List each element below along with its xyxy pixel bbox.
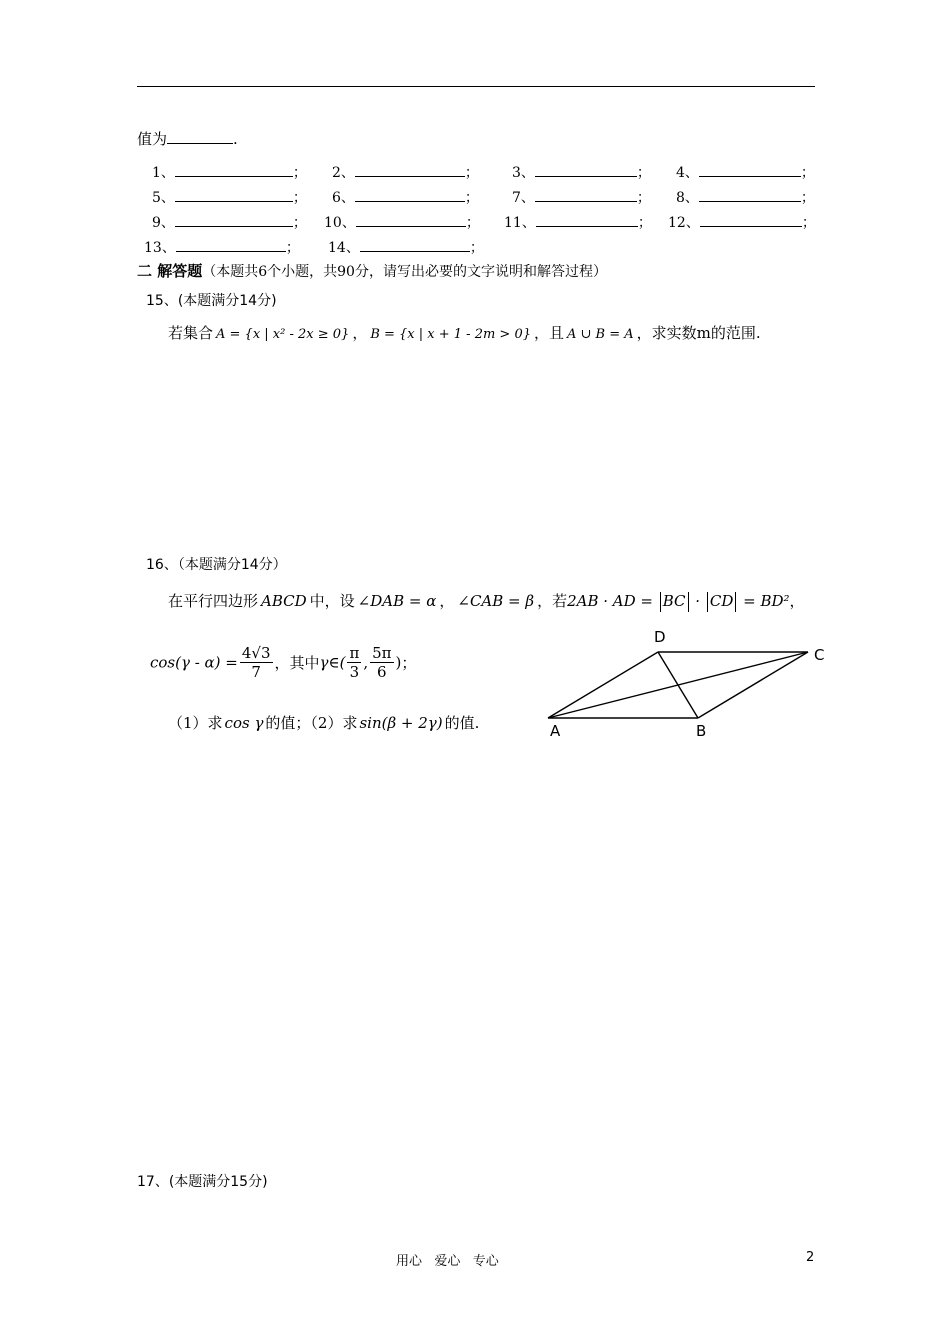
answer-item-6[interactable]: 6、 ；: [332, 187, 479, 207]
edge-da: [548, 652, 658, 718]
answer-item-10[interactable]: 10、 ；: [324, 212, 480, 232]
answer-item-8[interactable]: 8、 ；: [676, 187, 815, 207]
parallelogram-figure: [540, 624, 840, 744]
fraction: $\frac{\pi}{3}$: [349, 644, 360, 681]
answer-item-5[interactable]: 5、 ；: [152, 187, 307, 207]
section-heading: 二 解答题（本题共6个小题，共90分，请写出必要的文字说明和解答过程）: [137, 262, 607, 280]
q16-line1: 在平行四边形 ABCD 中，设 ∠DAB = α ， ∠CAB = β ，若2AB · AD = BC · CD = BD²，: [168, 592, 805, 610]
union-expr: A ∪ B = A: [567, 327, 634, 342]
page-number: 2: [806, 1250, 815, 1265]
answer-item-4[interactable]: 4、 ；: [676, 162, 815, 182]
fill-in-line: 值为 .: [137, 130, 238, 148]
answer-item-11[interactable]: 11、 ；: [504, 212, 652, 232]
vertex-label-a: A: [550, 722, 561, 740]
vertex-label-d: D: [654, 628, 666, 646]
set-b-expr: B = {x | x + 1 - 2m > 0}: [370, 327, 531, 342]
answer-item-3[interactable]: 3、 ；: [512, 162, 651, 182]
q16-line3: （1）求 cos γ 的值；（2）求 sin(β + 2γ) 的值.: [168, 714, 480, 732]
footer-slogan: 用心 爱心 专心: [396, 1254, 499, 1269]
vertex-label-c: C: [814, 646, 825, 664]
fraction: $\frac{4√3}{7}$: [241, 644, 271, 681]
diagonal-bd: [658, 652, 698, 718]
answer-item-12[interactable]: 12、 ；: [668, 212, 816, 232]
vertex-label-b: B: [696, 722, 707, 740]
q17-heading: 17、(本题满分15分): [137, 1174, 268, 1190]
set-a-expr: A = {x | x² - 2x ≥ 0}: [216, 327, 350, 342]
answer-item-2[interactable]: 2、 ；: [332, 162, 479, 182]
answer-item-13[interactable]: 13、 ；: [144, 237, 300, 257]
answer-item-14[interactable]: 14、 ；: [328, 237, 484, 257]
answer-item-9[interactable]: 9、 ；: [152, 212, 307, 232]
q15-heading: 15、(本题满分14分): [146, 293, 277, 309]
answer-item-1[interactable]: 1、 ；: [152, 162, 307, 182]
fill-blank[interactable]: [167, 129, 233, 144]
q15-body: 若集合 A = {x | x² - 2x ≥ 0} ， B = {x | x + 1 - 2m > 0} ，且 A ∪ B = A ，求实数m的范围.: [168, 324, 761, 342]
header-rule: [137, 86, 815, 87]
answer-item-7[interactable]: 7、 ；: [512, 187, 651, 207]
q16-heading: 16、（本题满分14分）: [146, 557, 287, 573]
q16-line2: cos(γ - α) = $\frac{4√3}{7}$ ，其中γ∈( $\frac{\pi}{3}$ , $\frac{5\pi}{6}$ )；: [150, 644, 417, 681]
edge-bc: [698, 652, 808, 718]
fraction: $\frac{5\pi}{6}$: [372, 644, 392, 681]
